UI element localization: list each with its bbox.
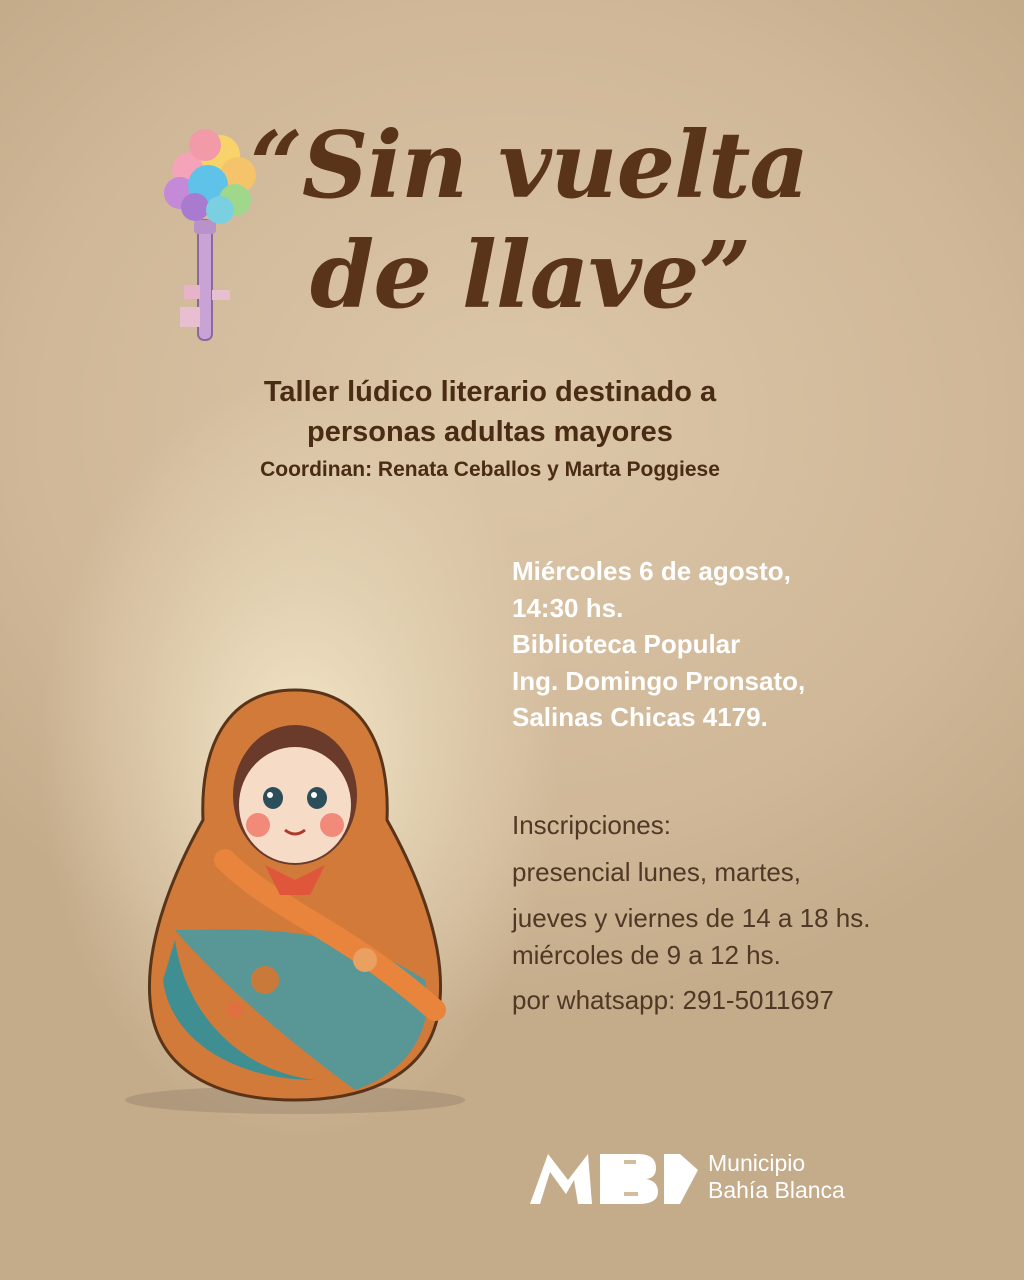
registration-line-3: miércoles de 9 a 12 hs. (512, 940, 781, 970)
event-time: 14:30 hs. (512, 592, 624, 623)
registration-line-1: presencial lunes, martes, (512, 857, 802, 887)
event-venue: Biblioteca Popular (512, 629, 741, 659)
event-date: Miércoles 6 de agosto, (512, 556, 791, 586)
event-address: Salinas Chicas 4179. (512, 702, 768, 732)
subtitle-line-2: personas adultas mayores (307, 416, 673, 448)
subtitle (180, 372, 800, 452)
subtitle-line-1: Taller lúdico literario destinado a (263, 376, 717, 408)
logo-text (708, 1150, 845, 1204)
coordinators: Coordinan: Renata Ceballos y Marta Poggiese (260, 458, 720, 481)
event-details (512, 553, 982, 736)
matryoshka-doll (115, 680, 475, 1130)
event-venue-name: Ing. Domingo Pronsato, (512, 665, 806, 696)
title-line-2: de llave” (310, 221, 751, 329)
registration-line-2: jueves y viernes de 14 a 18 hs. (512, 903, 871, 933)
event-title (250, 110, 810, 330)
title-line-1: “Sin vuelta (250, 111, 809, 219)
registration-whatsapp: por whatsapp: 291-5011697 (512, 985, 834, 1015)
registration-heading: Inscripciones: (512, 810, 671, 840)
logo-text-line-2: Bahía Blanca (708, 1177, 845, 1203)
logo-text-line-1: Municipio (708, 1150, 806, 1176)
